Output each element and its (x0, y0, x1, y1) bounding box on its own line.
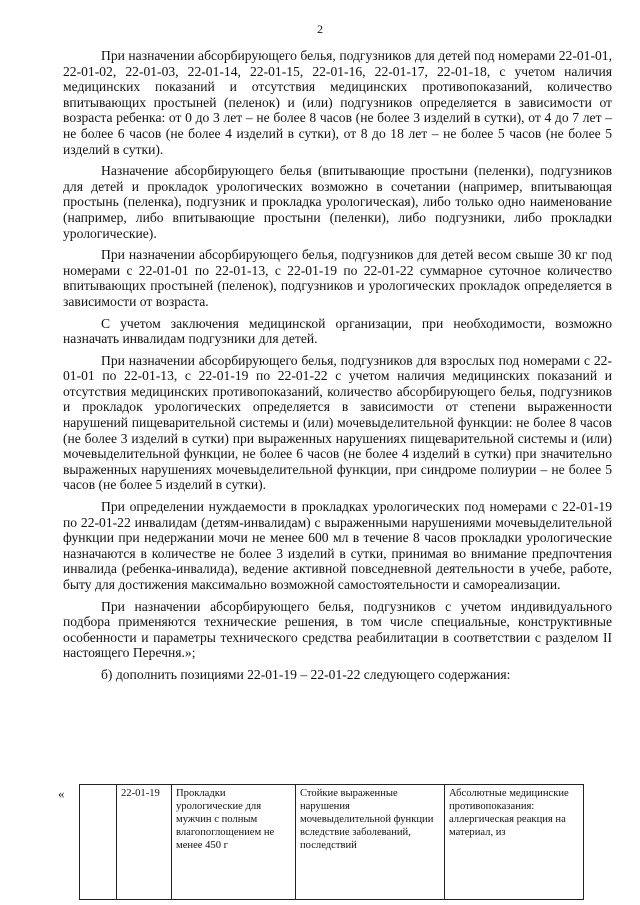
document-body (63, 48, 612, 683)
table-row (80, 785, 584, 900)
amendment-line: б) дополнить позициями 22-01-19 – 22-01-22 следующего содержания: (101, 666, 511, 682)
page-number: 2 (317, 22, 323, 36)
table-cell-indications: Стойкие выраженные нарушения мочевыделительной функции вследствие заболеваний, последствий (296, 785, 445, 900)
table-cell-name: Прокладки урологические для мужчин с полным влагопоглощением не менее 450 г (172, 785, 296, 900)
paragraph-children-over-30kg: При назначении абсорбирующего белья, подгузников для детей весом свыше 30 кг под номерами с 22-01-01 по 22-01-13, с 22-01-19 по 22-01-22 суммарное суточное количество впитывающих простыней (пеленок), подгузников и урологических прокладок определяется в зависимости от возраста. (63, 247, 612, 309)
open-quote: « (58, 786, 65, 801)
paragraph-children-absorbent: При назначении абсорбирующего белья, подгузников для детей под номерами 22-01-01, 22-01-02, 22-01-03, 22-01-14, 22-01-15, 22-01-16, 22-01-17, 22-01-18, с учетом наличия медицинских показаний и отсутствия медицинских противопоказаний, количество впитывающих простыней (пеленок) и (или) подгузников определяется в зависимости от возраста ребенка: от 0 до 3 лет – не более 8 часов (не более 3 изделий в сутки), от 4 до 7 лет – не более 6 часов (не более 4 изделий в сутки), от 8 до 18 лет – не более 5 часов (не более 5 изделий в сутки). (63, 48, 612, 157)
paragraph-individual-selection: При назначении абсорбирующего белья, подгузников с учетом индивидуального подбора применяются технические решения, в том числе специальные, конструктивные особенности и параметры технического средства реабилитации в соответствии с разделом II настоящего Перечня.»; (63, 598, 612, 661)
table-cell-code: 22-01-19 (117, 785, 172, 900)
table-cell-contraindications: Абсолютные медицинские противопоказания: аллергическая реакция на материал, из (445, 785, 584, 900)
positions-table (79, 784, 584, 900)
paragraph-urological-pads: При определении нуждаемости в прокладках урологических под номерами с 22-01-19 по 22-01-22 инвалидам (детям-инвалидам) с выраженными нарушениями мочевыделительной функции при недержании мочи не менее 600 мл в течение 8 часов прокладки урологические назначаются в количестве не более 3 изделий в сутки, принимая во внимание предпочтения инвалида (ребенка-инвалида), ведение активной повседневной деятельности в учебе, работе, быту для достижения максимально возможной самостоятельности и самореализации. (63, 499, 612, 592)
paragraph-adults: При назначении абсорбирующего белья, подгузников для взрослых под номерами с 22-01-01 по 22-01-13, с 22-01-19 по 22-01-22 с учетом наличия медицинских показаний и отсутствия медицинских противопоказаний, количество абсорбирующего белья, подгузников и прокладок урологических определяется в зависимости от степени выраженности нарушений пищеварительной системы и (или) мочевыделительной функции: не более 8 часов (не более 3 изделий в сутки) при выраженных нарушениях пищеварительной системы и (или) мочевыделительной функции, не более 6 часов (не более 4 изделий в сутки) при значительно выраженных нарушениях мочевыделительной функции, при синдроме полиурии – не более 5 часов (не более 5 изделий в сутки). (63, 352, 612, 493)
paragraph-combination: Назначение абсорбирующего белья (впитывающие простыни (пеленки), подгузников для детей и прокладок урологических возможно в сочетании (например, впитывающая простынь (пеленка), подгузник и прокладка урологическая), либо только одно наименование (например, либо впитывающие простыни (пеленки), либо подгузники, либо прокладки урологические). (63, 163, 612, 241)
paragraph-medical-conclusion: С учетом заключения медицинской организации, при необходимости, возможно назначать инвалидам подгузники для детей. (63, 315, 612, 347)
table-cell-blank (80, 785, 117, 900)
